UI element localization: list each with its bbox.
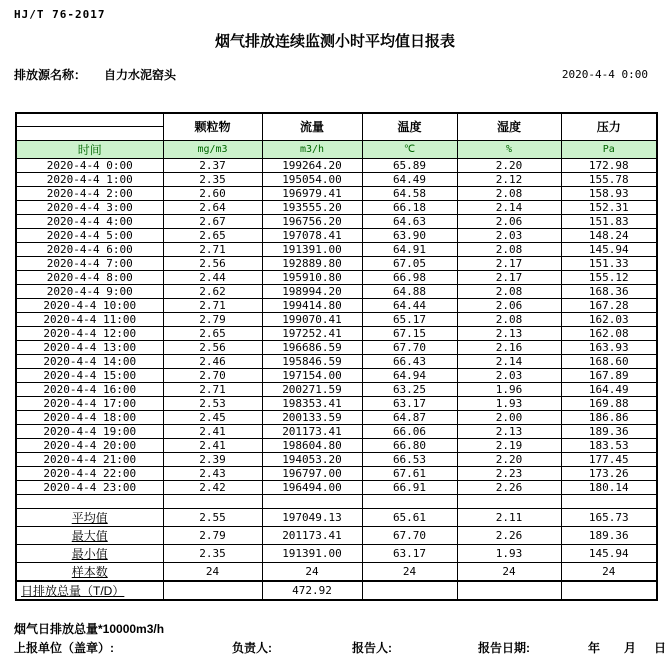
- temperature-cell: 66.98: [362, 270, 457, 284]
- flow-cell: 200133.59: [262, 410, 362, 424]
- time-cell: 2020-4-4 12:00: [16, 326, 163, 340]
- emission-source-line: [14, 66, 176, 83]
- humidity-cell: 2.14: [457, 354, 561, 368]
- particulate-cell: 2.64: [163, 200, 262, 214]
- hourly-data-row: [16, 214, 657, 228]
- humidity-cell: 2.08: [457, 284, 561, 298]
- pressure-cell: 145.94: [561, 544, 657, 562]
- pressure-cell: 168.60: [561, 354, 657, 368]
- time-cell: 最小值: [16, 544, 163, 562]
- unit-cell-humidity: %: [457, 140, 561, 158]
- temperature-cell: 66.18: [362, 200, 457, 214]
- time-cell: 2020-4-4 11:00: [16, 312, 163, 326]
- flow-cell: 199070.41: [262, 312, 362, 326]
- flow-cell: 191391.00: [262, 544, 362, 562]
- time-header-cell: 时间: [16, 140, 163, 158]
- empty-cell: [362, 494, 457, 508]
- column-header-humidity: 湿度: [457, 113, 561, 140]
- reporter-label: 报告人:: [352, 641, 392, 655]
- standard-code: HJ/T 76-2017: [14, 8, 106, 21]
- humidity-cell: 24: [457, 562, 561, 581]
- pressure-cell: 189.36: [561, 526, 657, 544]
- hourly-data-row: [16, 382, 657, 396]
- humidity-cell: [457, 581, 561, 600]
- hourly-data-row: [16, 228, 657, 242]
- hourly-data-row: [16, 326, 657, 340]
- time-cell: 2020-4-4 5:00: [16, 228, 163, 242]
- unit-cell-particulate: mg/m3: [163, 140, 262, 158]
- temperature-cell: 66.53: [362, 452, 457, 466]
- time-cell: 2020-4-4 3:00: [16, 200, 163, 214]
- particulate-cell: 2.45: [163, 410, 262, 424]
- responsible-person-label: 负责人:: [232, 641, 272, 655]
- time-cell: 2020-4-4 16:00: [16, 382, 163, 396]
- particulate-cell: 2.44: [163, 270, 262, 284]
- flow-cell: 24: [262, 562, 362, 581]
- particulate-cell: 2.67: [163, 214, 262, 228]
- flow-cell: 193555.20: [262, 200, 362, 214]
- humidity-cell: 2.19: [457, 438, 561, 452]
- humidity-cell: 2.03: [457, 368, 561, 382]
- empty-cell: [163, 494, 262, 508]
- time-cell: 2020-4-4 21:00: [16, 452, 163, 466]
- header-row-params: [16, 113, 657, 127]
- humidity-cell: 2.12: [457, 172, 561, 186]
- temperature-cell: 64.91: [362, 242, 457, 256]
- pressure-cell: [561, 581, 657, 600]
- particulate-cell: 2.62: [163, 284, 262, 298]
- particulate-cell: 2.53: [163, 396, 262, 410]
- particulate-cell: 2.42: [163, 480, 262, 494]
- hourly-data-row: [16, 158, 657, 172]
- temperature-cell: 67.70: [362, 526, 457, 544]
- time-cell: 最大值: [16, 526, 163, 544]
- time-cell: 2020-4-4 23:00: [16, 480, 163, 494]
- flow-cell: 197049.13: [262, 508, 362, 526]
- humidity-cell: 1.96: [457, 382, 561, 396]
- time-cell: 2020-4-4 9:00: [16, 284, 163, 298]
- time-cell: 2020-4-4 15:00: [16, 368, 163, 382]
- hourly-data-row: [16, 242, 657, 256]
- flow-cell: 195846.59: [262, 354, 362, 368]
- pressure-cell: 167.89: [561, 368, 657, 382]
- hourly-data-row: [16, 284, 657, 298]
- time-cell: 2020-4-4 10:00: [16, 298, 163, 312]
- particulate-cell: 2.71: [163, 382, 262, 396]
- hourly-data-row: [16, 172, 657, 186]
- time-cell: 2020-4-4 20:00: [16, 438, 163, 452]
- pressure-cell: 148.24: [561, 228, 657, 242]
- humidity-cell: 2.23: [457, 466, 561, 480]
- report-datetime: 2020-4-4 0:00: [561, 68, 648, 81]
- table-header: [16, 113, 657, 158]
- particulate-cell: 2.39: [163, 452, 262, 466]
- humidity-cell: 2.06: [457, 214, 561, 228]
- units-row: [16, 140, 657, 158]
- humidity-cell: 2.03: [457, 228, 561, 242]
- flow-cell: 196979.41: [262, 186, 362, 200]
- hourly-data-row: [16, 368, 657, 382]
- flow-cell: 198994.20: [262, 284, 362, 298]
- temperature-cell: 64.44: [362, 298, 457, 312]
- corner-cell-bottom: [16, 127, 163, 141]
- temperature-cell: 64.87: [362, 410, 457, 424]
- column-header-flow: 流量: [262, 113, 362, 140]
- particulate-cell: 2.79: [163, 526, 262, 544]
- hourly-data-row: [16, 298, 657, 312]
- time-cell: 2020-4-4 4:00: [16, 214, 163, 228]
- humidity-cell: 2.14: [457, 200, 561, 214]
- report-unit-label: 上报单位（盖章）:: [14, 641, 114, 655]
- temperature-cell: 65.89: [362, 158, 457, 172]
- temperature-cell: 64.58: [362, 186, 457, 200]
- hourly-data-row: [16, 270, 657, 284]
- flow-cell: 196797.00: [262, 466, 362, 480]
- hourly-data-row: [16, 354, 657, 368]
- summary-row: [16, 562, 657, 581]
- flow-cell: 196686.59: [262, 340, 362, 354]
- flow-cell: 195910.80: [262, 270, 362, 284]
- particulate-cell: 2.35: [163, 172, 262, 186]
- summary-row: [16, 508, 657, 526]
- empty-cell: [262, 494, 362, 508]
- spacer-row: [16, 494, 657, 508]
- humidity-cell: 2.17: [457, 256, 561, 270]
- flow-cell: 196494.00: [262, 480, 362, 494]
- time-cell: 平均值: [16, 508, 163, 526]
- time-cell: 2020-4-4 2:00: [16, 186, 163, 200]
- hourly-data-row: [16, 186, 657, 200]
- particulate-cell: 2.65: [163, 326, 262, 340]
- humidity-cell: 2.20: [457, 452, 561, 466]
- column-header-temperature: 温度: [362, 113, 457, 140]
- flow-cell: 201173.41: [262, 526, 362, 544]
- temperature-cell: 67.70: [362, 340, 457, 354]
- pressure-cell: 172.98: [561, 158, 657, 172]
- humidity-cell: 2.00: [457, 410, 561, 424]
- footer-note: 烟气日排放总量*10000m3/h: [14, 622, 165, 636]
- monitoring-table: [15, 112, 658, 601]
- pressure-cell: 158.93: [561, 186, 657, 200]
- particulate-cell: 2.46: [163, 354, 262, 368]
- humidity-cell: 2.08: [457, 242, 561, 256]
- temperature-cell: 64.63: [362, 214, 457, 228]
- unit-cell-flow: m3/h: [262, 140, 362, 158]
- humidity-cell: 2.06: [457, 298, 561, 312]
- flow-cell: 196756.20: [262, 214, 362, 228]
- hourly-data-row: [16, 396, 657, 410]
- temperature-cell: 67.61: [362, 466, 457, 480]
- temperature-cell: 66.80: [362, 438, 457, 452]
- particulate-cell: 2.60: [163, 186, 262, 200]
- time-cell: 样本数: [16, 562, 163, 581]
- temperature-cell: 24: [362, 562, 457, 581]
- temperature-cell: 65.17: [362, 312, 457, 326]
- humidity-cell: 1.93: [457, 544, 561, 562]
- flow-cell: 472.92: [262, 581, 362, 600]
- temperature-cell: 64.49: [362, 172, 457, 186]
- particulate-cell: 2.56: [163, 340, 262, 354]
- humidity-cell: 2.08: [457, 312, 561, 326]
- hourly-data-row: [16, 340, 657, 354]
- time-cell: 2020-4-4 14:00: [16, 354, 163, 368]
- hourly-data-row: [16, 410, 657, 424]
- temperature-cell: 63.17: [362, 544, 457, 562]
- particulate-cell: 2.65: [163, 228, 262, 242]
- particulate-cell: 2.37: [163, 158, 262, 172]
- flow-cell: 200271.59: [262, 382, 362, 396]
- pressure-cell: 177.45: [561, 452, 657, 466]
- column-header-pressure: 压力: [561, 113, 657, 140]
- time-cell: 日排放总量（T/D）: [16, 581, 163, 600]
- flow-cell: 198604.80: [262, 438, 362, 452]
- temperature-cell: 63.25: [362, 382, 457, 396]
- humidity-cell: 2.20: [457, 158, 561, 172]
- pressure-cell: 180.14: [561, 480, 657, 494]
- pressure-cell: 173.26: [561, 466, 657, 480]
- temperature-cell: 66.43: [362, 354, 457, 368]
- time-cell: 2020-4-4 7:00: [16, 256, 163, 270]
- hourly-data-row: [16, 424, 657, 438]
- report-date-label: 报告日期:: [478, 641, 530, 655]
- summary-row: [16, 581, 657, 600]
- flow-cell: 194053.20: [262, 452, 362, 466]
- pressure-cell: 145.94: [561, 242, 657, 256]
- pressure-cell: 152.31: [561, 200, 657, 214]
- particulate-cell: 2.79: [163, 312, 262, 326]
- empty-cell: [457, 494, 561, 508]
- flow-cell: 198353.41: [262, 396, 362, 410]
- unit-cell-pressure: Pa: [561, 140, 657, 158]
- pressure-cell: 189.36: [561, 424, 657, 438]
- hourly-data-row: [16, 438, 657, 452]
- particulate-cell: 2.35: [163, 544, 262, 562]
- temperature-cell: 67.15: [362, 326, 457, 340]
- summary-row: [16, 526, 657, 544]
- year-label: 年: [588, 641, 601, 655]
- pressure-cell: 155.78: [561, 172, 657, 186]
- humidity-cell: 2.13: [457, 424, 561, 438]
- pressure-cell: 151.33: [561, 256, 657, 270]
- humidity-cell: 2.17: [457, 270, 561, 284]
- time-cell: 2020-4-4 8:00: [16, 270, 163, 284]
- hourly-data-row: [16, 256, 657, 270]
- particulate-cell: 2.71: [163, 298, 262, 312]
- particulate-cell: 2.41: [163, 438, 262, 452]
- flow-cell: 195054.00: [262, 172, 362, 186]
- flow-cell: 192889.80: [262, 256, 362, 270]
- humidity-cell: 1.93: [457, 396, 561, 410]
- day-label: 日: [654, 641, 667, 655]
- particulate-cell: 24: [163, 562, 262, 581]
- temperature-cell: 63.90: [362, 228, 457, 242]
- pressure-cell: 162.03: [561, 312, 657, 326]
- temperature-cell: 66.91: [362, 480, 457, 494]
- particulate-cell: 2.55: [163, 508, 262, 526]
- pressure-cell: 162.08: [561, 326, 657, 340]
- pressure-cell: 163.93: [561, 340, 657, 354]
- hourly-data-row: [16, 312, 657, 326]
- summary-body: [16, 508, 657, 600]
- humidity-cell: 2.11: [457, 508, 561, 526]
- flow-cell: 199264.20: [262, 158, 362, 172]
- temperature-cell: 66.06: [362, 424, 457, 438]
- emission-source-label: 排放源名称：: [14, 68, 87, 82]
- time-cell: 2020-4-4 17:00: [16, 396, 163, 410]
- pressure-cell: 165.73: [561, 508, 657, 526]
- particulate-cell: 2.43: [163, 466, 262, 480]
- particulate-cell: [163, 581, 262, 600]
- temperature-cell: 65.61: [362, 508, 457, 526]
- time-cell: 2020-4-4 0:00: [16, 158, 163, 172]
- page-title: 烟气排放连续监测小时平均值日报表: [214, 33, 455, 50]
- temperature-cell: 67.05: [362, 256, 457, 270]
- emission-source-name: 自力水泥窑头: [104, 68, 177, 82]
- summary-row: [16, 544, 657, 562]
- pressure-cell: 24: [561, 562, 657, 581]
- time-cell: 2020-4-4 13:00: [16, 340, 163, 354]
- humidity-cell: 2.26: [457, 480, 561, 494]
- spacer-body: [16, 494, 657, 508]
- empty-cell: [16, 494, 163, 508]
- flow-cell: 201173.41: [262, 424, 362, 438]
- flow-cell: 197154.00: [262, 368, 362, 382]
- time-cell: 2020-4-4 22:00: [16, 466, 163, 480]
- pressure-cell: 167.28: [561, 298, 657, 312]
- particulate-cell: 2.70: [163, 368, 262, 382]
- column-header-particulate: 颗粒物: [163, 113, 262, 140]
- particulate-cell: 2.41: [163, 424, 262, 438]
- month-label: 月: [624, 641, 637, 655]
- pressure-cell: 169.88: [561, 396, 657, 410]
- pressure-cell: 168.36: [561, 284, 657, 298]
- humidity-cell: 2.26: [457, 526, 561, 544]
- particulate-cell: 2.56: [163, 256, 262, 270]
- pressure-cell: 183.53: [561, 438, 657, 452]
- time-cell: 2020-4-4 18:00: [16, 410, 163, 424]
- temperature-cell: 64.94: [362, 368, 457, 382]
- pressure-cell: 151.83: [561, 214, 657, 228]
- hourly-data-row: [16, 480, 657, 494]
- pressure-cell: 155.12: [561, 270, 657, 284]
- time-cell: 2020-4-4 6:00: [16, 242, 163, 256]
- time-cell: 2020-4-4 19:00: [16, 424, 163, 438]
- humidity-cell: 2.16: [457, 340, 561, 354]
- hourly-data-row: [16, 466, 657, 480]
- time-cell: 2020-4-4 1:00: [16, 172, 163, 186]
- particulate-cell: 2.71: [163, 242, 262, 256]
- flow-cell: 199414.80: [262, 298, 362, 312]
- hourly-data-row: [16, 452, 657, 466]
- hourly-data-body: [16, 158, 657, 494]
- pressure-cell: 186.86: [561, 410, 657, 424]
- flow-cell: 197078.41: [262, 228, 362, 242]
- pressure-cell: 164.49: [561, 382, 657, 396]
- humidity-cell: 2.13: [457, 326, 561, 340]
- flow-cell: 191391.00: [262, 242, 362, 256]
- flow-cell: 197252.41: [262, 326, 362, 340]
- temperature-cell: 63.17: [362, 396, 457, 410]
- temperature-cell: 64.88: [362, 284, 457, 298]
- corner-cell-top: [16, 113, 163, 127]
- humidity-cell: 2.08: [457, 186, 561, 200]
- unit-cell-temperature: ℃: [362, 140, 457, 158]
- temperature-cell: [362, 581, 457, 600]
- empty-cell: [561, 494, 657, 508]
- hourly-data-row: [16, 200, 657, 214]
